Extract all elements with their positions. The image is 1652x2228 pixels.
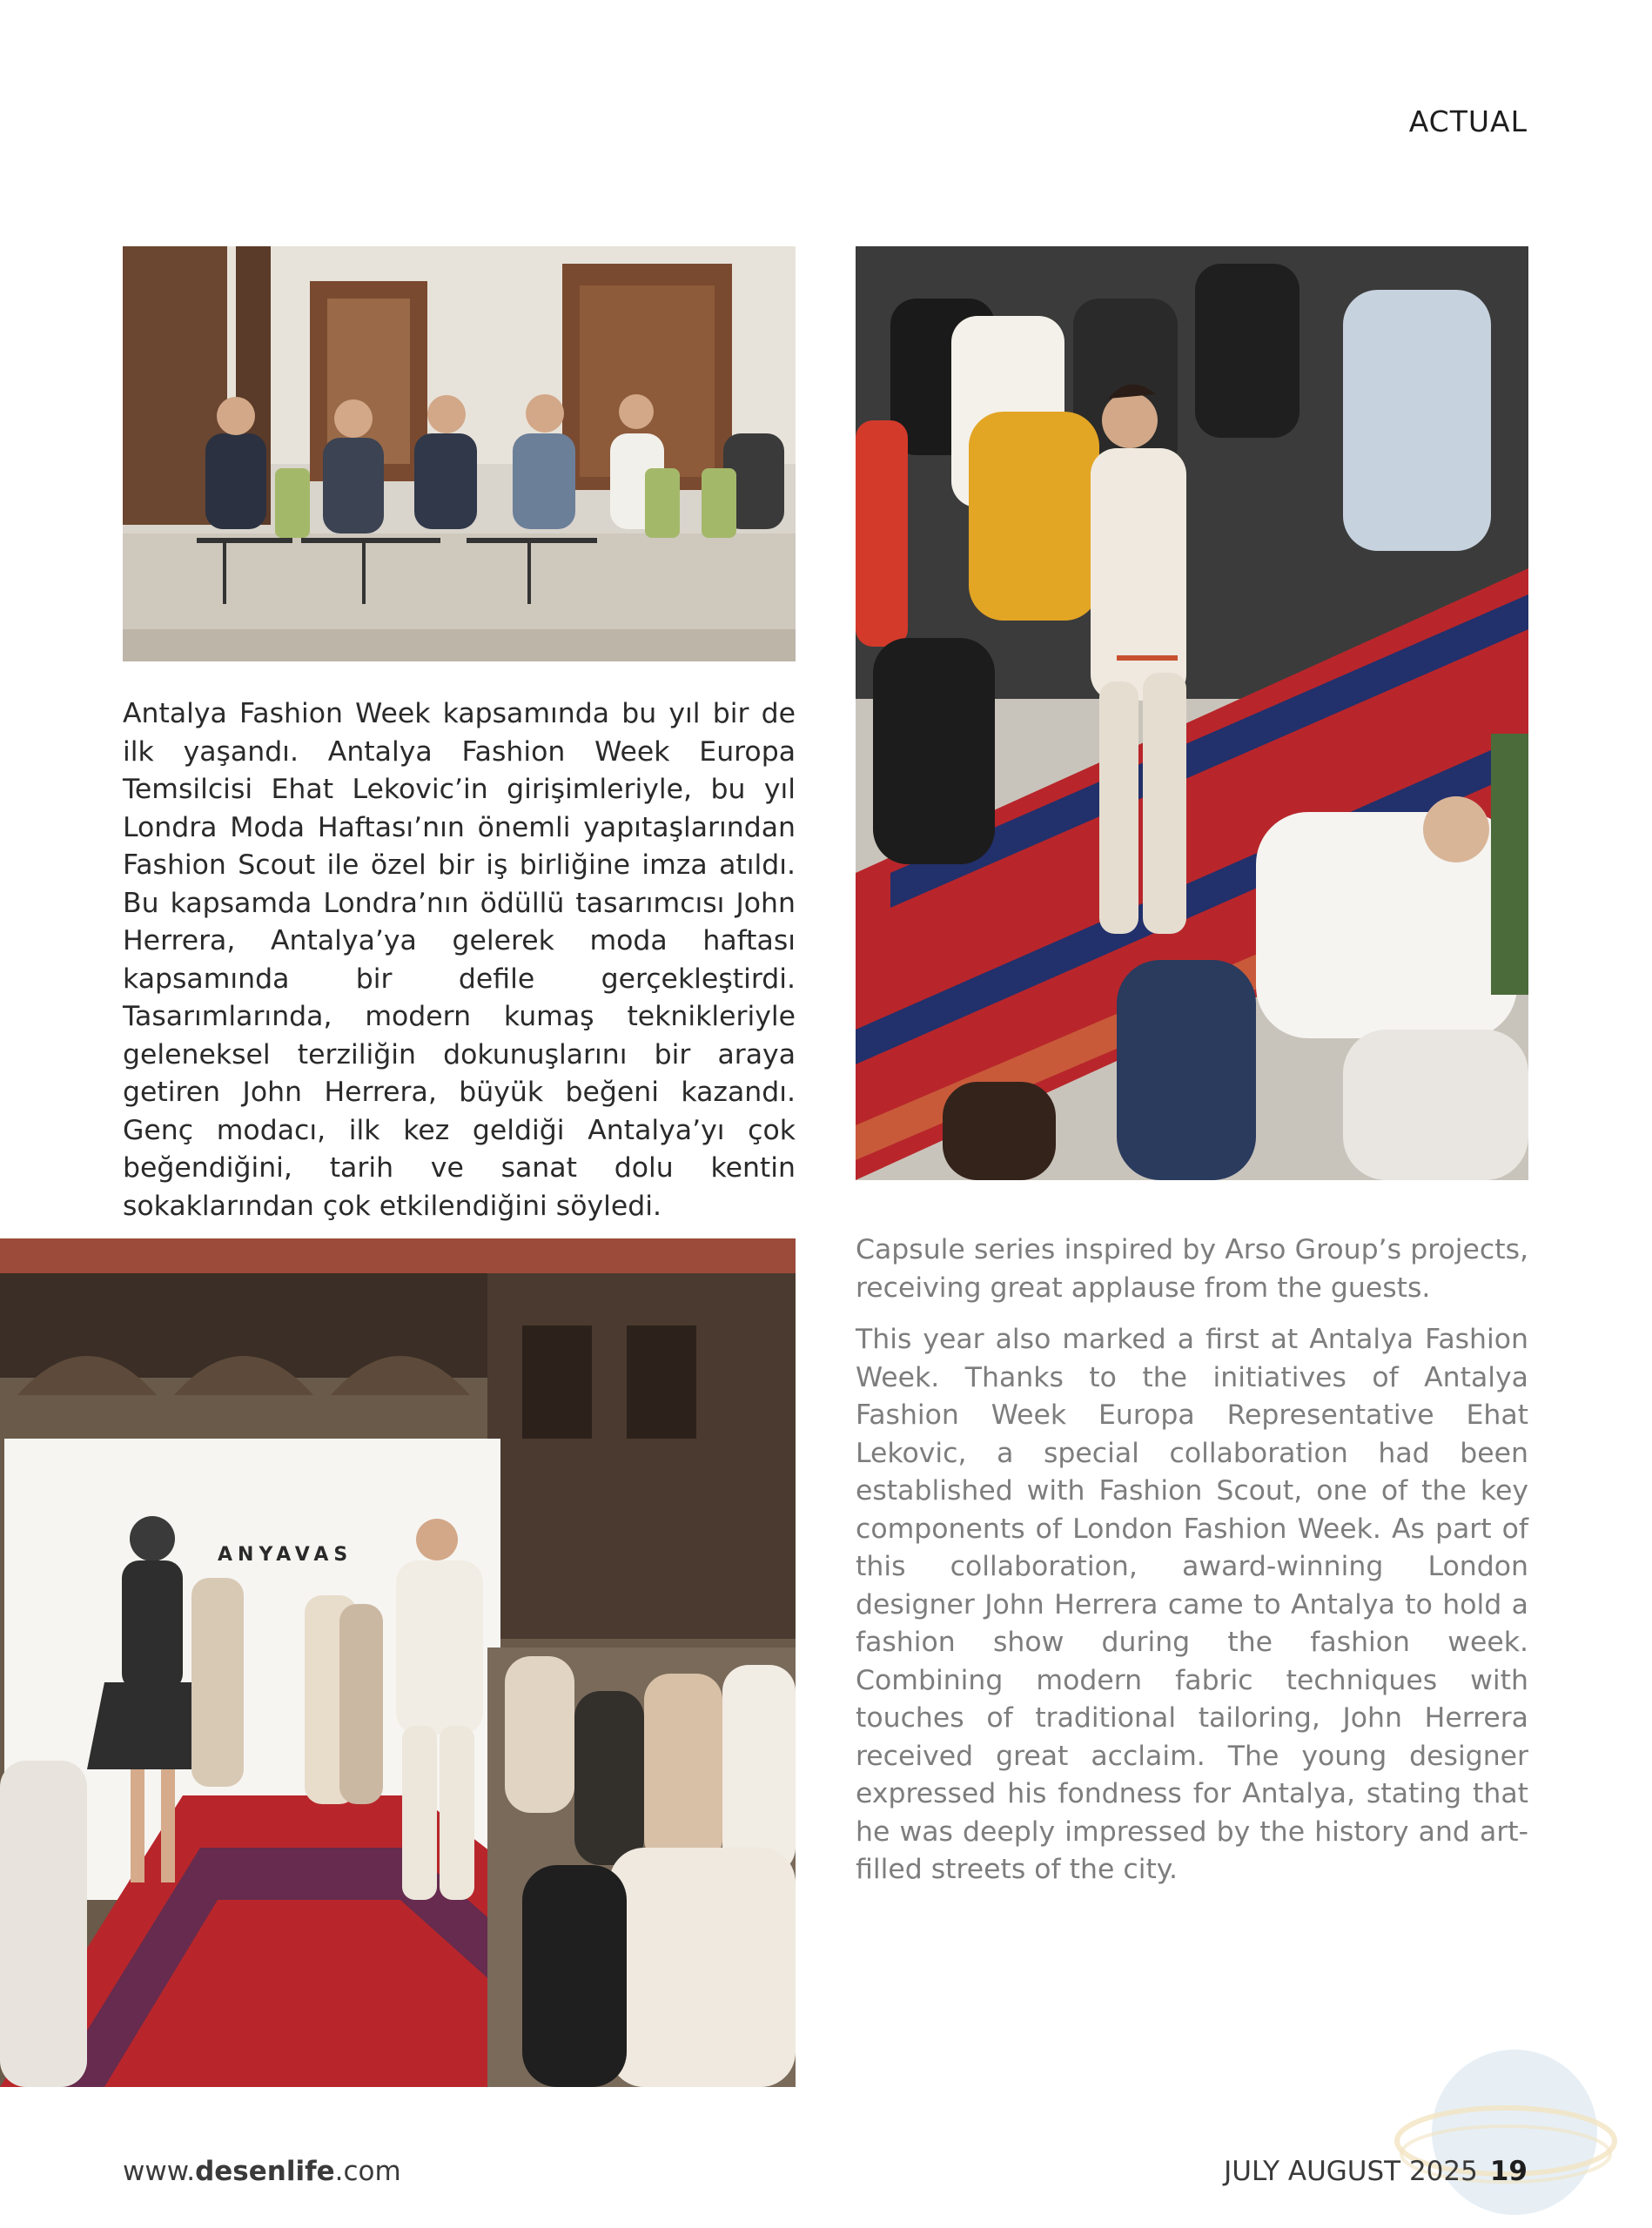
article-paragraph-english: This year also marked a first at Antalya Fashion Week. Thanks to the initiatives of Antalya Fashion Week Europa Representative Ehat Lekovic, a special collaboration had been established with Fashion Scout, one of the key components of London Fashion Week. As part of this collaboration, award-winning London designer John Herrera came to Antalya to hold a fashion show during the fashion week. Combining modern fabric techniques with touches of traditional tailoring, John Herrera received great acclaim. The young designer expressed his fondness for Antalya, stating that he was deeply impressed by the history and art-filled streets of the city. [856,1324,1528,1885]
website-url[interactable]: www.desenlife.com [123,2156,401,2187]
planet-icon [1393,2028,1619,2228]
backdrop-sign: ANYAVAS [218,1544,353,1566]
page-number: 19 [1489,2156,1528,2187]
section-label: ACTUAL [1408,104,1528,138]
courtyard-runway-photo [0,1238,796,2087]
article-paragraph-turkish: Antalya Fashion Week kapsamında bu yıl bir de ilk yaşandı. Antalya Fashion Week Europa Temsilcisi Ehat Lekovic’in girişimleriyle, bu yıl Londra Moda Haftası’nın önemli yapıtaşlarından Fashion Scout ile özel bir iş birliğine imza atıldı. Bu kapsamda Londra’nın ödüllü tasarımcısı John Herrera, Antalya’ya gelerek moda haftası kapsamında bir defile gerçekleştirdi. Tasarımlarında, modern kumaş teknikleriyle geleneksel terziliğin dokunuşlarını bir araya getiren John Herrera, büyük beğeni kazandı. Genç modacı, ilk kez geldiği Antalya’yı çok beğendiğini, tarih ve sanat dolu kentin sokaklarından çok etkilendiğini söyledi. [123,698,796,1222]
panel-discussion-photo [123,246,796,661]
issue-footer [1224,2156,1528,2187]
runway-model-photo [856,246,1528,1180]
photo-caption: Capsule series inspired by Arso Group’s projects, receiving great applause from the guests. [856,1234,1528,1304]
issue-date: JULY AUGUST 2025 [1224,2156,1478,2187]
